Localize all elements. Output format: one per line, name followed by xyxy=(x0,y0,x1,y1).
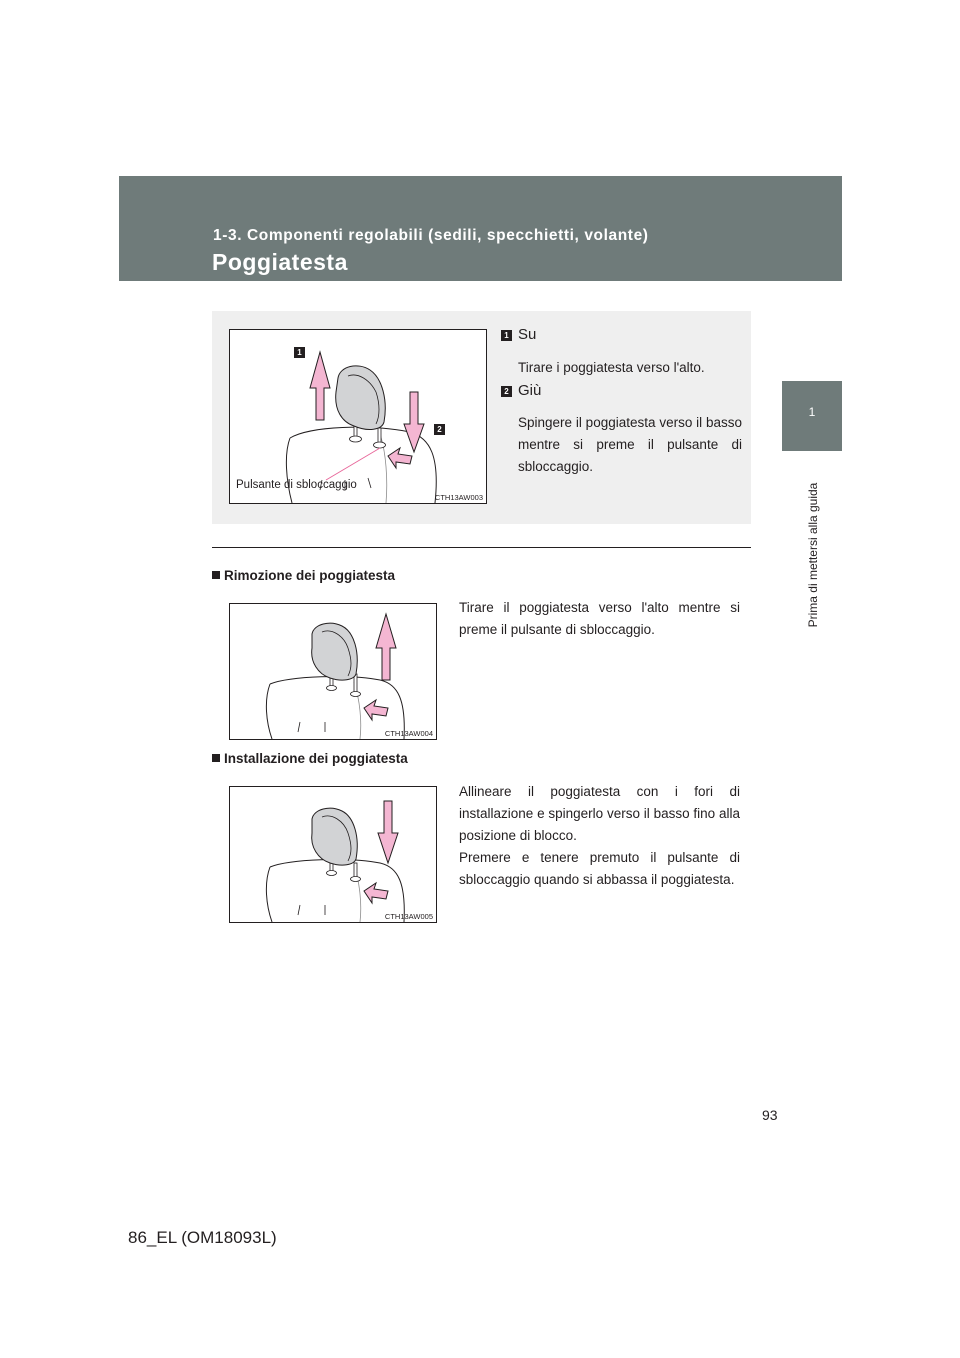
item-badge-1: 1 xyxy=(501,330,512,341)
item-text-up: Tirare i poggiatesta verso l'alto. xyxy=(518,360,705,375)
item-title-down: Giù xyxy=(518,382,542,399)
headrest-removal-illustration xyxy=(230,604,436,739)
bullet-square-icon xyxy=(212,571,220,579)
headrest-install-figure xyxy=(229,786,437,923)
installation-text-1: Allineare il poggiatesta con i fori di installazione e spingerlo verso il basso fino alla posizione di blocco. xyxy=(459,784,740,843)
page-title: Poggiatesta xyxy=(212,249,348,275)
page-number: 93 xyxy=(762,1107,778,1123)
figure-code: CTH13AW003 xyxy=(434,493,483,502)
headrest-removal-figure xyxy=(229,603,437,740)
item-badge-2: 2 xyxy=(501,386,512,397)
footer-code: 86_EL (OM18093L) xyxy=(128,1228,277,1247)
installation-text-2: Premere e tenere premuto il pulsante di sbloccaggio quando si abbassa il poggiatesta. xyxy=(459,850,740,887)
installation-heading-text: Installazione dei poggiatesta xyxy=(224,751,408,766)
chapter-label xyxy=(806,465,822,645)
removal-heading xyxy=(212,568,395,583)
bullet-square-icon xyxy=(212,754,220,762)
figure-badge-1: 1 xyxy=(294,347,305,358)
item-text-down: Spingere il poggiatesta verso il basso mentre si preme il pulsante di sbloccaggio. xyxy=(518,415,742,474)
removal-text: Tirare il poggiatesta verso l'alto mentre si preme il pulsante di sbloccaggio. xyxy=(459,600,740,637)
chapter-number: 1 xyxy=(808,405,816,419)
release-button-callout: Pulsante di sbloccaggio xyxy=(236,479,357,491)
installation-heading xyxy=(212,751,408,766)
section-divider xyxy=(212,547,751,548)
removal-heading-text: Rimozione dei poggiatesta xyxy=(224,568,396,583)
figure-code: CTH13AW005 xyxy=(384,912,433,921)
figure-badge-2: 2 xyxy=(434,424,445,435)
item-title-up: Su xyxy=(518,326,537,343)
figure-code: CTH13AW004 xyxy=(384,729,433,738)
chapter-label-text: Prima di mettersi alla guida xyxy=(806,482,820,628)
chapter-tab xyxy=(782,381,842,451)
headrest-adjust-figure xyxy=(229,329,487,504)
headrest-adjust-illustration xyxy=(230,330,486,503)
section-title: 1-3. Componenti regolabili (sedili, specchietti, volante) xyxy=(213,227,649,244)
headrest-install-illustration xyxy=(230,787,436,922)
